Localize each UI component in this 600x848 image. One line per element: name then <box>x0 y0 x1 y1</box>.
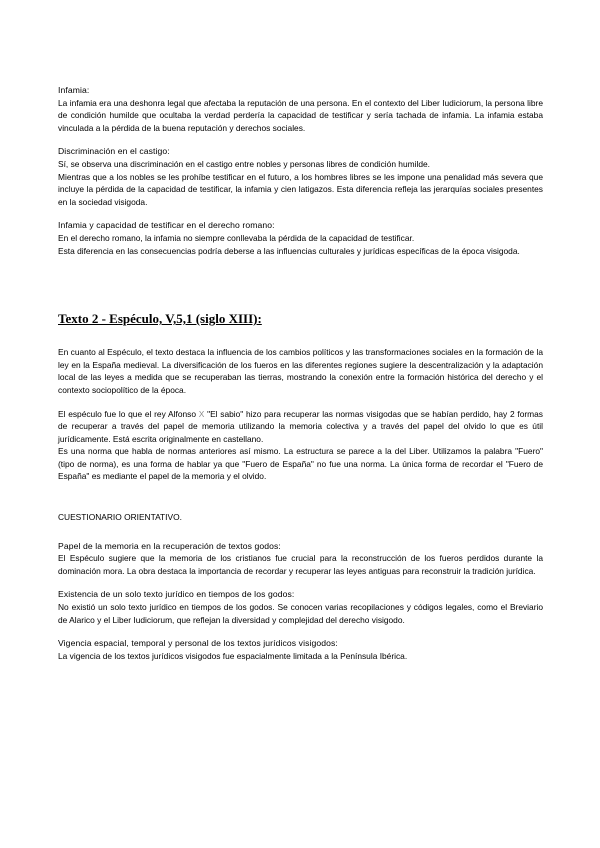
section-infamia <box>58 84 543 134</box>
section-existencia <box>58 588 543 626</box>
section-line: Sí, se observa una discriminación en el castigo entre nobles y personas libres de condición humilde. <box>58 158 430 169</box>
texto2-paragraph-3: Es una norma que habla de normas anteriores así mismo. La estructura se parece a la del Liber. Utilizamos la palabra "Fuero" (tipo de norma), es una forma de hablar ya que "Fuero de España" no fue una norma. La única forma de recordar el "Fuero de España" es mediante el papel de la memoria y el olvido. <box>58 446 543 482</box>
cuestionario-title: CUESTIONARIO ORIENTATIVO. <box>58 512 182 523</box>
texto2-title: Texto 2 - Espéculo, V,5,1 (siglo XIII): <box>58 311 262 327</box>
section-heading: Infamia: <box>58 85 90 95</box>
section-heading: Existencia de un solo texto jurídico en tiempos de los godos: <box>58 589 295 600</box>
texto2-p2-before: El espéculo fue lo que el rey Alfonso <box>58 408 199 419</box>
section-line: En el derecho romano, la infamia no siempre conllevaba la pérdida de la capacidad de testificar. <box>58 232 415 243</box>
section-vigencia <box>58 637 543 662</box>
section-discriminacion <box>58 145 543 208</box>
section-paragraph: No existió un solo texto jurídico en tiempos de los godos. Se conocen varias recopilaciones y códigos legales, como el Breviario de Alarico y el Liber Iudiciorum, que reflejan la diversidad y complejidad del derecho visigodo. <box>58 602 543 625</box>
document-page <box>58 84 543 662</box>
section-paragraph: El Espéculo sugiere que la memoria de los cristianos fue crucial para la reconstrucción de los fueros perdidos durante la dominación mora. La obra destaca la importancia de recordar y recuperar las leyes antiguas para reconstruir la tradición jurídica. <box>58 553 543 576</box>
section-heading: Vigencia espacial, temporal y personal de los textos jurídicos visigodos: <box>58 638 338 649</box>
texto2-paragraph-2 <box>58 408 543 446</box>
section-infamia-romano <box>58 219 543 257</box>
section-paragraph: La vigencia de los textos jurídicos visigodos fue espacialmente limitada a la Península Ibérica. <box>58 650 408 661</box>
texto2-p2-after: "El sabio" hizo para recuperar las normas visigodas que se habían perdido, hay 2 formas de recuperar a través del papel de memoria utilizando la memoria colectiva y a través del papel del olvido lo que es útil jurídicamente. Está escrita originalmente en castellano. <box>58 408 543 444</box>
section-heading: Infamia y capacidad de testificar en el derecho romano: <box>58 220 275 231</box>
section-heading: Discriminación en el castigo: <box>58 146 170 157</box>
section-paragraph: Esta diferencia en las consecuencias podría deberse a las influencias culturales y jurídicas específicas de la época visigoda. <box>58 245 520 256</box>
section-heading: Papel de la memoria en la recuperación de textos godos: <box>58 540 281 551</box>
texto2-paragraph-1: En cuanto al Espéculo, el texto destaca la influencia de los cambios políticos y las transformaciones sociales en la formación de la ley en la España medieval. La diversificación de los fueros en las diferentes regiones sugiere la descentralización y la adaptación local de las leyes a medida que se recuperaban las tierras, mostrando la conexión entre la formación histórica del derecho y el contexto sociopolítico de la época. <box>58 347 543 395</box>
section-papel-memoria <box>58 540 543 578</box>
roman-numeral: X <box>198 408 205 419</box>
section-paragraph: La infamia era una deshonra legal que afectaba la reputación de una persona. En el contexto del Liber Iudiciorum, la persona libre de condición humilde que ocultaba la verdad perdería la capacidad de testificar y sería tachada de infamia. La infamia estaba vinculada a la pérdida de la buena reputación y derechos sociales. <box>58 97 543 133</box>
section-paragraph: Mientras que a los nobles se les prohíbe testificar en el futuro, a los hombres libres se les impone una penalidad más severa que incluye la pérdida de la capacidad de testificar, la infamia y cien latigazos. Esta diferencia refleja las jerarquías sociales presentes en la sociedad visigoda. <box>58 171 543 207</box>
